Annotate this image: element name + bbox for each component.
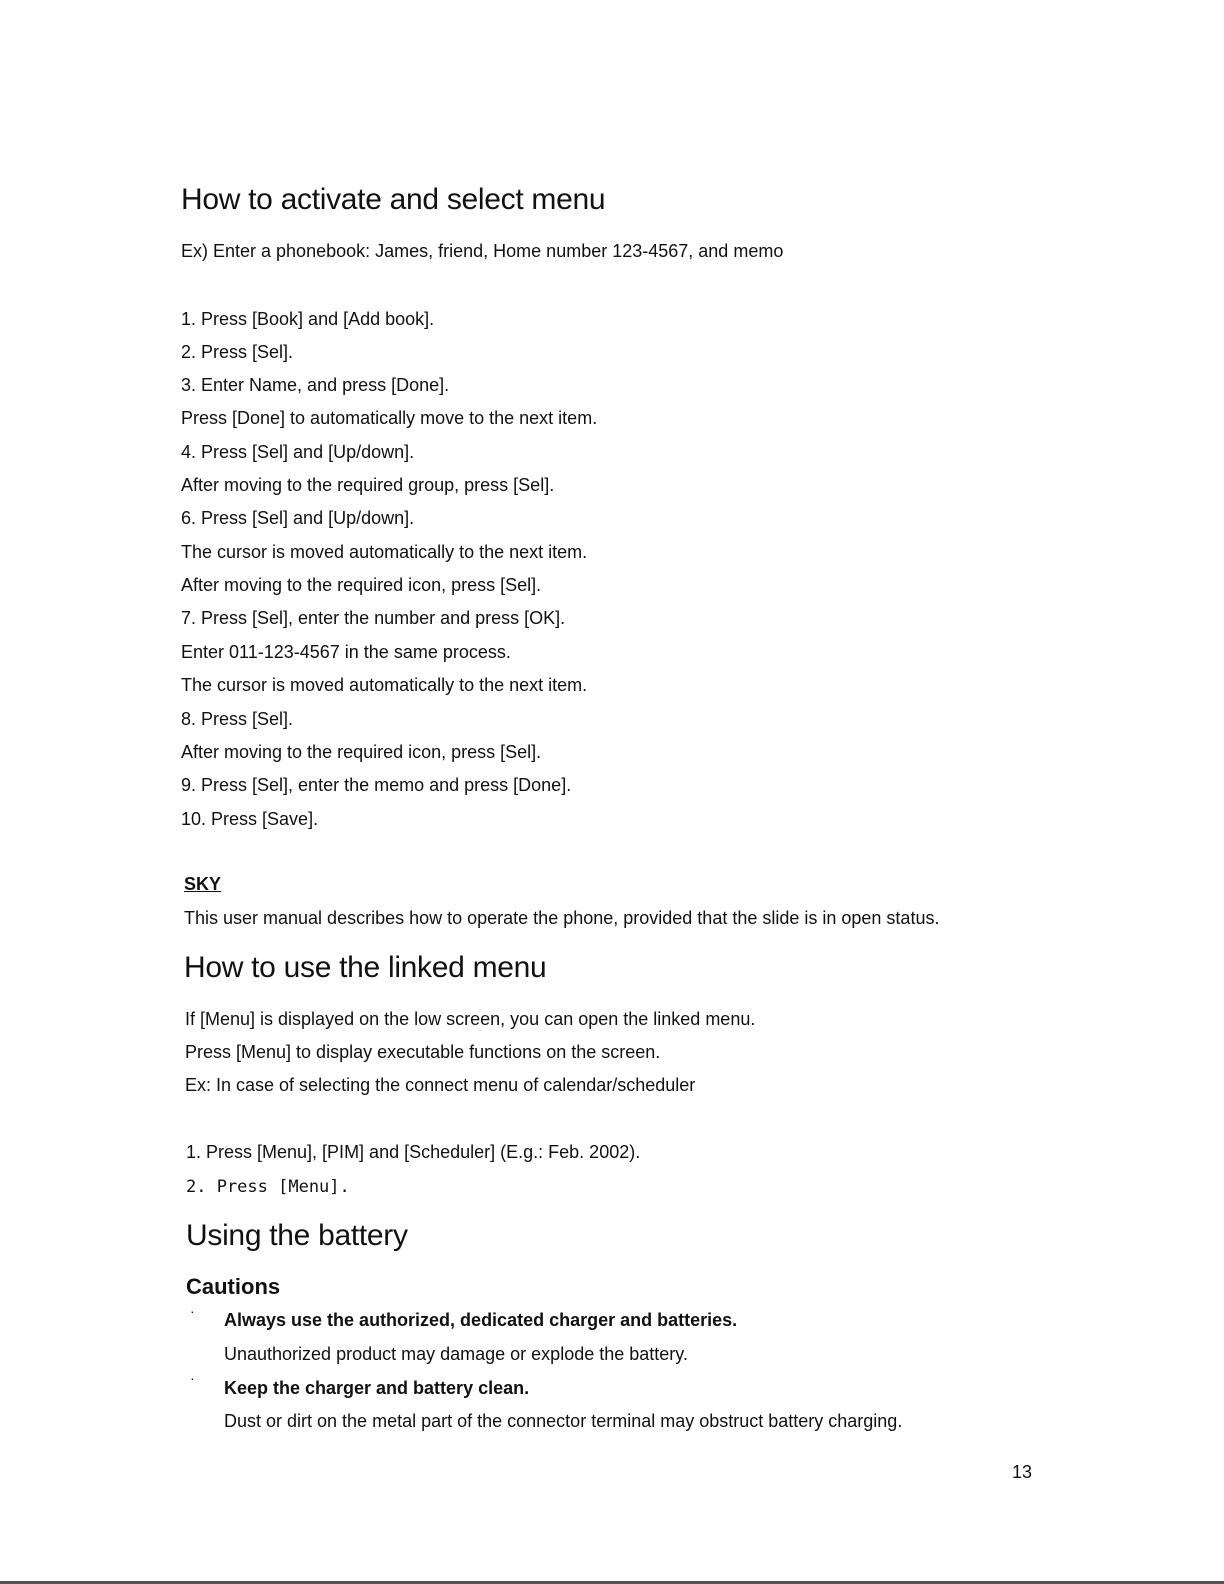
caution-heading: Always use the authorized, dedicated charger and batteries.	[224, 1310, 738, 1330]
sky-label: SKY	[184, 874, 222, 894]
caution-heading: Keep the charger and battery clean.	[224, 1378, 530, 1398]
list-item: The cursor is moved automatically to the next item.	[181, 675, 588, 695]
list-item: 10. Press [Save].	[181, 809, 319, 829]
cautions-subtitle: Cautions	[186, 1274, 281, 1299]
paragraph-line: Press [Menu] to display executable functions on the screen.	[185, 1042, 661, 1062]
caution-text: Dust or dirt on the metal part of the connector terminal may obstruct battery charging.	[224, 1411, 903, 1431]
sky-note: This user manual describes how to operate the phone, provided that the slide is in open status.	[184, 908, 940, 928]
example-text: Ex) Enter a phonebook: James, friend, Home number 123-4567, and memo	[181, 241, 784, 261]
list-item: Enter 011-123-4567 in the same process.	[181, 642, 511, 662]
paragraph-line: Ex: In case of selecting the connect menu of calendar/scheduler	[185, 1075, 696, 1095]
bullet-dot: ·	[190, 1303, 195, 1319]
section-title-linked-menu: How to use the linked menu	[184, 951, 547, 984]
caution-text: Unauthorized product may damage or explode the battery.	[224, 1344, 688, 1364]
list-item: 2. Press [Sel].	[181, 342, 294, 362]
page-number: 13	[1012, 1462, 1033, 1482]
list-item: Press [Done] to automatically move to the next item.	[181, 408, 598, 428]
list-item: 8. Press [Sel].	[181, 709, 294, 729]
list-item: 1. Press [Menu], [PIM] and [Scheduler] (E.g.: Feb. 2002).	[186, 1142, 641, 1162]
list-item: 6. Press [Sel] and [Up/down].	[181, 508, 415, 528]
list-item: After moving to the required icon, press [Sel].	[181, 575, 542, 595]
list-item: 7. Press [Sel], enter the number and press [OK].	[181, 608, 566, 628]
section-title-activate-menu: How to activate and select menu	[181, 183, 606, 216]
paragraph-line: If [Menu] is displayed on the low screen, you can open the linked menu.	[185, 1009, 756, 1029]
section-title-battery: Using the battery	[186, 1219, 408, 1252]
list-item: 4. Press [Sel] and [Up/down].	[181, 442, 415, 462]
list-item: The cursor is moved automatically to the next item.	[181, 542, 588, 562]
list-item: 3. Enter Name, and press [Done].	[181, 375, 450, 395]
list-item: 2. Press [Menu].	[186, 1177, 350, 1197]
bullet-dot: ·	[190, 1370, 195, 1386]
list-item: After moving to the required group, press [Sel].	[181, 475, 555, 495]
list-item: 1. Press [Book] and [Add book].	[181, 309, 435, 329]
list-item: 9. Press [Sel], enter the memo and press [Done].	[181, 775, 572, 795]
list-item: After moving to the required icon, press [Sel].	[181, 742, 542, 762]
